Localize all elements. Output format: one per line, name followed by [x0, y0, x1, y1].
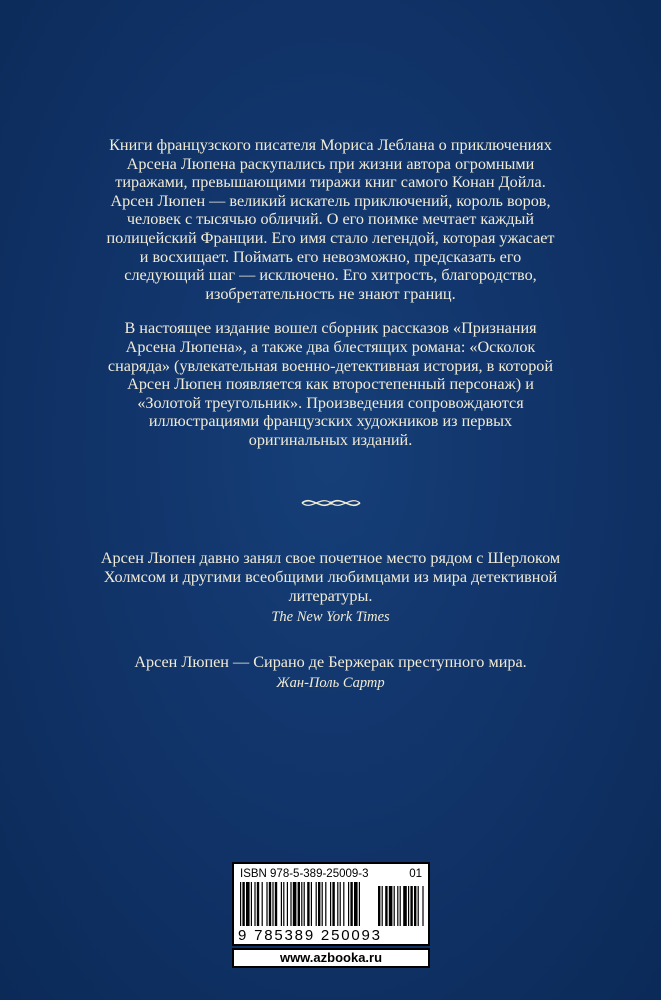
- book-description: [105, 136, 556, 466]
- ornament-divider-icon: [298, 492, 364, 514]
- quote-2-text: Арсен Люпен — Сирано де Бержерак преступного мира.: [134, 653, 527, 671]
- description-paragraph-1: Книги французского писателя Мориса Леблана о приключениях Арсена Люпена раскупались при жизни автора огромными тиражами, превышающими тиражи книг самого Конан Дойла. Арсен Люпен — великий искатель приключений, король воров, человек с тысячью обличий. О его поимке мечтает каждый полицейский Франции. Его имя стало легендой, которая ужасает и восхищает. Поймать его невозможно, предсказать его следующий шаг — исключено. Его хитрость, благородство, изобретательность не знают границ.: [106, 136, 555, 303]
- publisher-website: www.azbooka.ru: [232, 948, 430, 968]
- isbn-addon: 01: [409, 868, 422, 880]
- quote-1-source: The New York Times: [271, 609, 390, 625]
- quote-1: [80, 549, 581, 627]
- barcode-bars-icon: [238, 882, 426, 928]
- isbn-number: ISBN 978-5-389-25009-3: [240, 868, 369, 880]
- quote-1-text: Арсен Люпен давно занял свое почетное место рядом с Шерлоком Холмсом и другими всеобщими любимцами из мира детективной литературы.: [100, 549, 561, 605]
- quote-2: [80, 653, 581, 693]
- isbn-barcode: [232, 862, 430, 946]
- quote-2-source: Жан-Поль Сартр: [276, 675, 385, 691]
- description-paragraph-2: В настоящее издание вошел сборник рассказов «Признания Арсена Люпена», а также два блестящих романа: «Осколок снаряда» (увлекательная военно-детективная история, в которой Арсен Люпен появляется как второстепенный персонаж) и «Золотой треугольник». Произведения сопровождаются иллюстрациями французских художников из первых оригинальных изданий.: [107, 319, 554, 449]
- barcode-digits: 9 785389 250093: [238, 927, 382, 944]
- isbn-line: [234, 868, 428, 880]
